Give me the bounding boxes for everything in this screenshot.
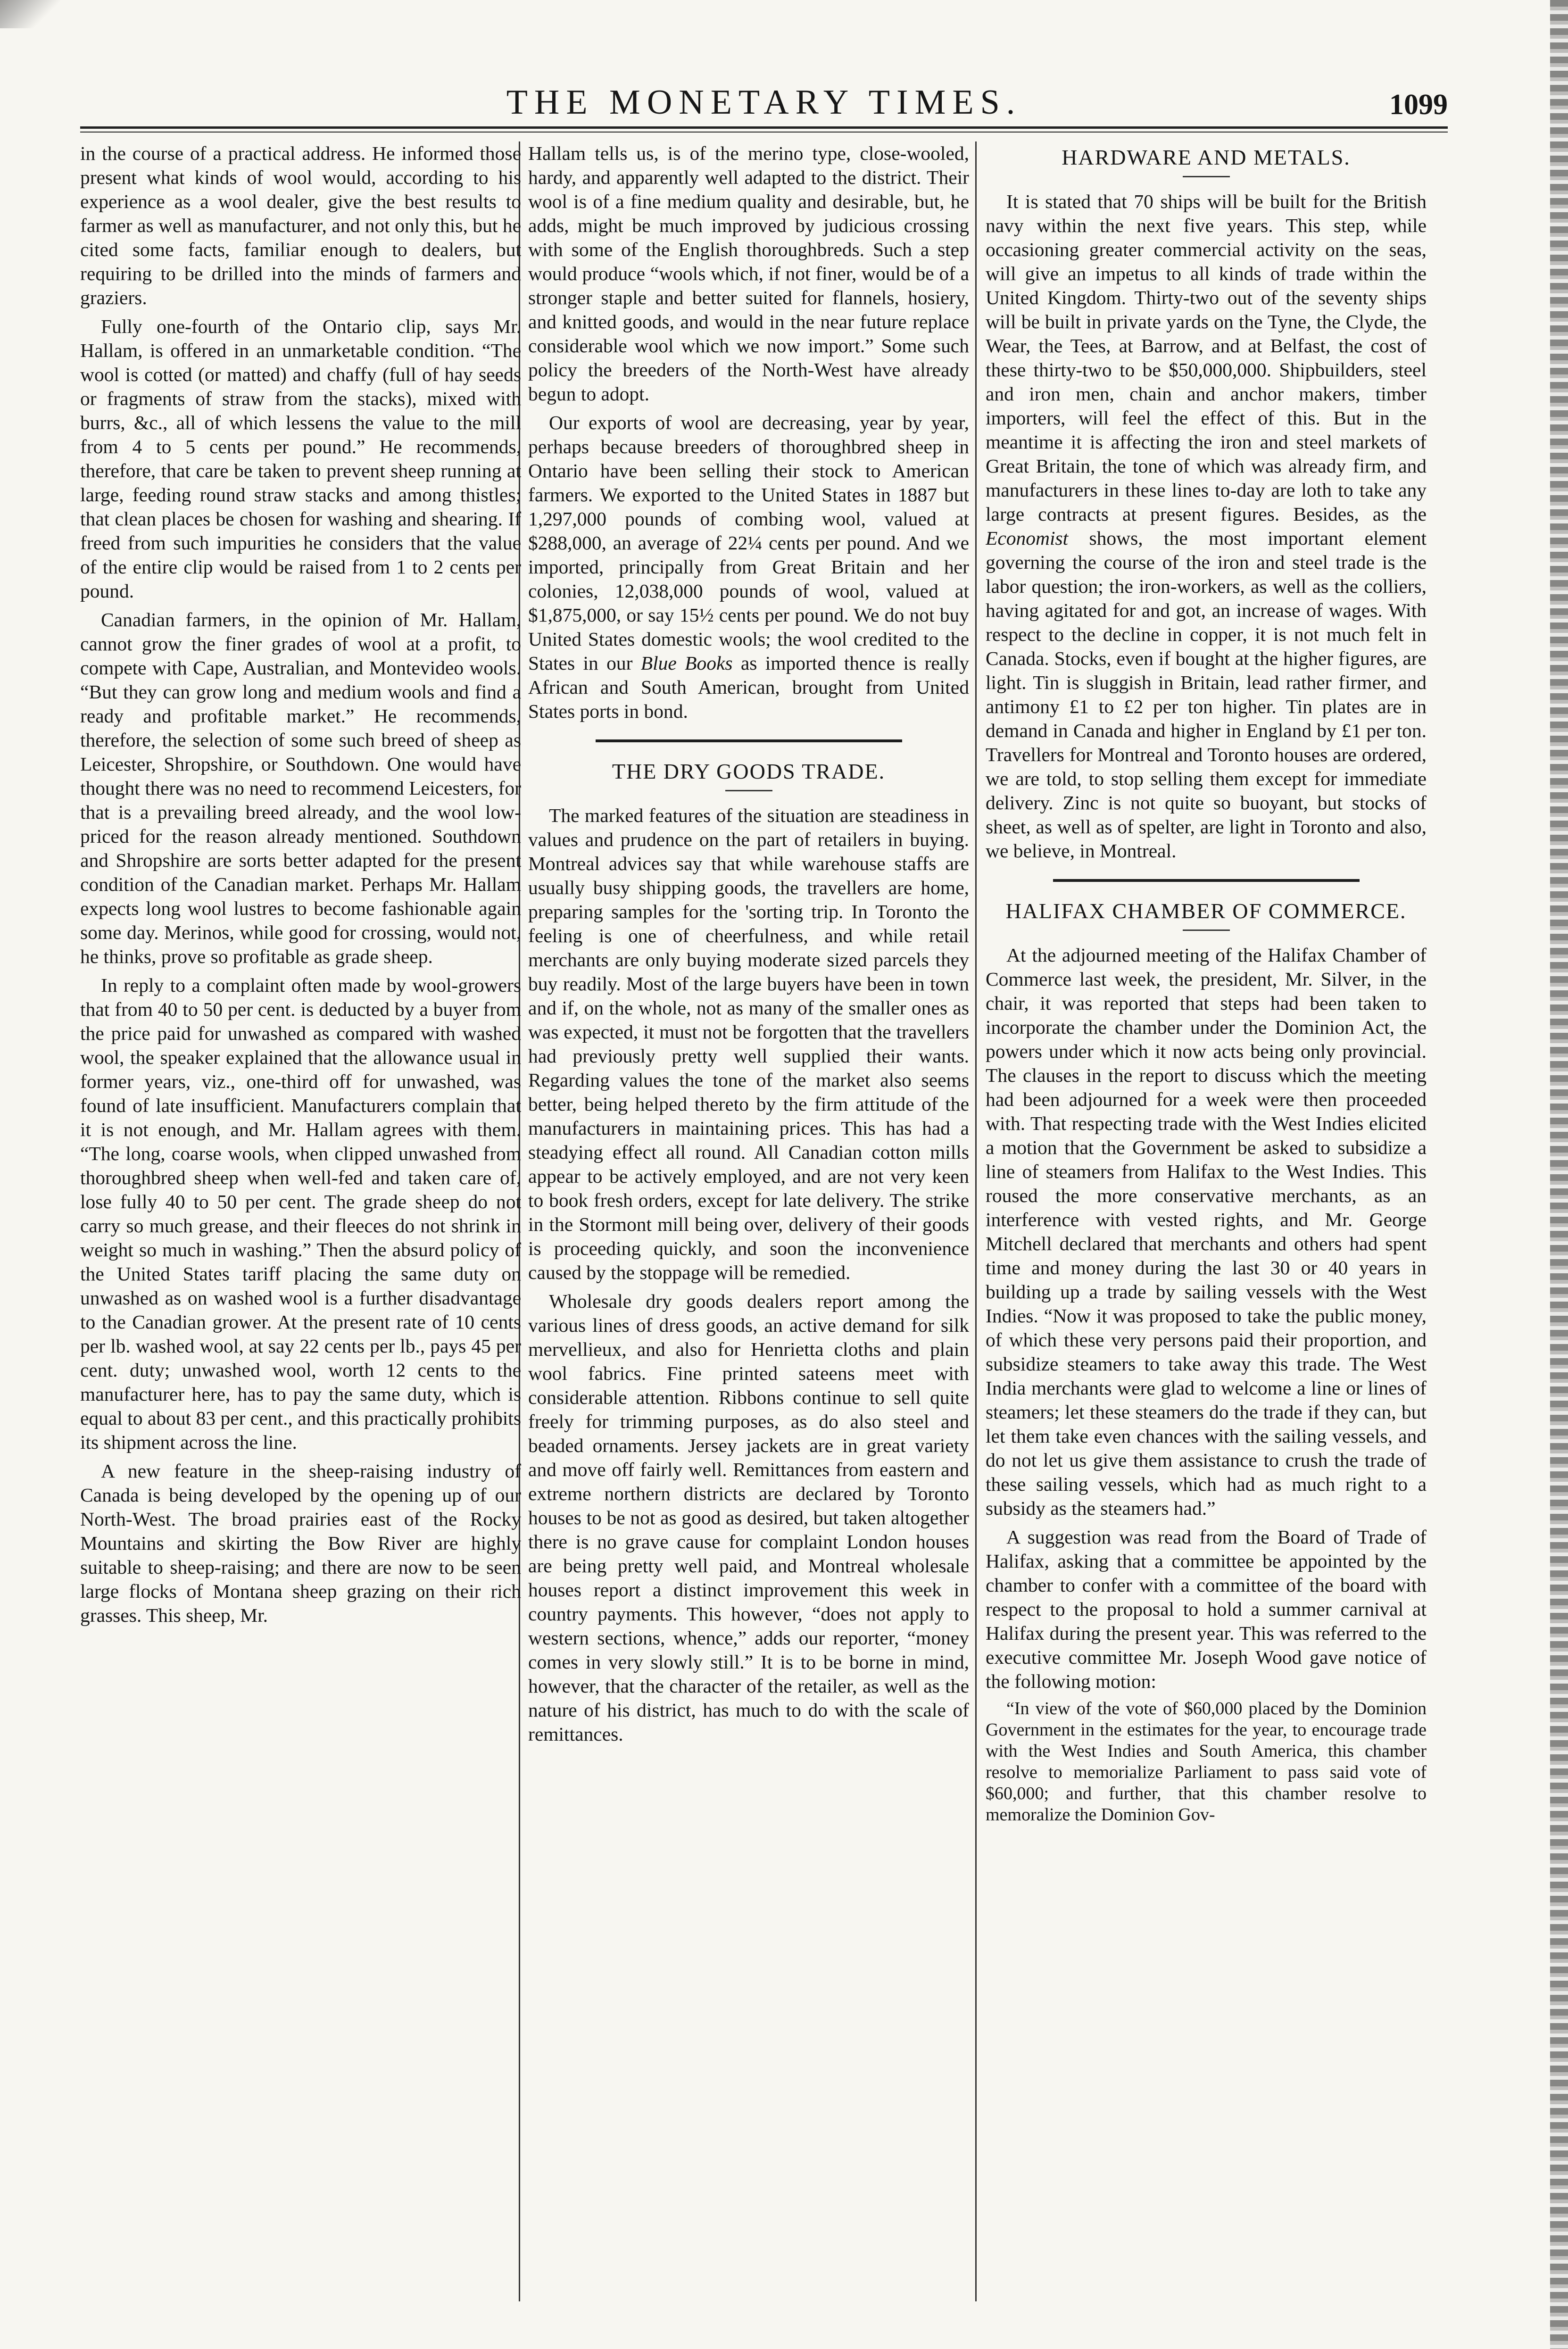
heading-rule: [1183, 176, 1230, 177]
italic-title: Economist: [986, 527, 1069, 549]
heading-rule: [1183, 930, 1230, 931]
paragraph: Canadian farmers, in the opinion of Mr. Hallam, cannot grow the finer grades of wool at a profit, to compete with Cape, Australian, and Montevideo wools. “But they can grow long and medium wools and find a ready and profitable market.” He recommends, therefore, the selection of some such breed of sheep as Leicester, Shropshire, or Southdown. One would have thought there was no need to recommend Leicesters, for that is a prevailing breed already, and the wool low-priced for the reason already mentioned. Southdown and Shropshire are sorts better adapted for the present condition of the Canadian market. Perhaps Mr. Hallam expects long wool lustres to become fashionable again some day. Merinos, while good for crossing, would not, he thinks, prove so profitable as grade sheep.: [80, 609, 521, 967]
quoted-motion: “In view of the vote of $60,000 placed by the Dominion Government in the estimates for the year, to encourage trade with the West Indies and South America, this chamber resolve to memorialize Parliament to pass said vote of $60,000; and further, that this chamber resolve to memoralize the Dominion Gov-: [986, 1699, 1427, 1825]
header-rule: [80, 126, 1448, 133]
section-heading-hardware: HARDWARE AND METALS.: [1062, 145, 1351, 169]
page-edge-binding: [1550, 0, 1568, 2349]
paragraph: At the adjourned meeting of the Halifax Chamber of Commerce last week, the president, Mr. Silver, in the chair, it was reported that steps had been taken to incorporate the chamber under the Dominion Act, the powers under which it now acts being only provincial. The clauses in the report to discuss which the meeting had been adjourned for a week were then proceeded with. That respecting trade with the West Indies elicited a motion that the Government be asked to subsidize a line of steamers from Halifax to the West Indies. This roused the more conservative merchants, as an interference with vested rights, and Mr. George Mitchell declared that merchants and others had spent time and money during the last 30 or 40 years in building up a trade by sailing vessels with the West Indies. “Now it was proposed to take the public money, of which these very persons paid their proportion, and subsidize steamers to take away this trade. The West India merchants were glad to welcome a line or lines of steamers; let these steamers do the trade if they can, but let them take even chances with the sailing vessels, and do not let us give them assistance to crush the trade of these sailing vessels, which had as much right to a subsidy as the steamers had.”: [986, 944, 1427, 1519]
heading-rule: [725, 790, 772, 791]
section-separator: [596, 739, 902, 742]
text-span: as imported thence is really African and South American, brought from United States ports in bond.: [528, 652, 969, 722]
paragraph: [986, 190, 1427, 863]
publication-title: THE MONETARY TIMES.: [506, 83, 1022, 122]
page-corner-shading: [0, 0, 75, 28]
paragraph: The marked features of the situation are steadiness in values and prudence on the part of retailers in buying. Montreal advices say that while warehouse staffs are usually busy shipping goods, the travellers are home, preparing samples for the 'sorting trip. In Toronto the feeling is one of cheerfulness, and while retail merchants are only buying moderate sized parcels they buy readily. Most of the large buyers have been in town and if, on the whole, not as many of the smaller ones as was expected, it must not be forgotten that the travellers had previously pretty well supplied their wants. Regarding values the tone of the market also seems better, being helped thereto by the firm attitude of the manufacturers in maintaining prices. This has had a steadying effect all round. All Canadian cotton mills appear to be actively employed, and are not very keen to book fresh orders, except for late delivery. The strike in the Stormont mill being over, delivery of their goods is proceeding quickly, and soon the inconvenience caused by the stoppage will be remedied.: [528, 805, 969, 1283]
paragraph: Fully one-fourth of the Ontario clip, says Mr. Hallam, is offered in an unmarketable condition. “The wool is cotted (or matted) and chaffy (full of hay seeds or fragments of straw from the stacks), mixed with burrs, &c., all of which lessens the value to the mill from 4 to 5 cents per pound.” He recommends, therefore, that care be taken to prevent sheep running at large, feeding round straw stacks and among thistles; that clean places be chosen for washing and shearing. If freed from such impurities he considers that the value of the entire clip would be raised from 1 to 2 cents per pound.: [80, 315, 521, 602]
column-2: [528, 141, 969, 2301]
paragraph: Hallam tells us, is of the merino type, close-wooled, hardy, and apparently well adapted to the district. Their wool is of a fine medium quality and desirable, but, he adds, might be much improved by judicious crossing with some of the English thoroughbreds. Such a step would produce “wools which, if not finer, would be of a stronger staple and better suited for flannels, hosiery, and knitted goods, and would in the near future replace considerable wool which we now import.” Some such policy the breeders of the North-West have already begun to adopt.: [528, 142, 969, 405]
text-span: It is stated that 70 ships will be built for the British navy within the next five years. This step, while occasioning greater commercial activity on the seas, will give an impetus to all kinds of trade within the United Kingdom. Thirty-two out of the seventy ships will be built in private yards on the Tyne, the Clyde, the Wear, the Tees, at Barrow, and at Belfast, the cost of these thirty-two to be $50,000,000. Shipbuilders, steel and iron men, chain and anchor makers, timber importers, will feel the effect of this. But in the meantime it is affecting the iron and steel markets of Great Britain, the tone of which was already firm, and manufacturers in these lines to-day are loth to take any large contracts at present figures. Besides, as the: [986, 191, 1427, 525]
column-divider-2: [975, 141, 977, 2301]
column-3: [986, 141, 1427, 2301]
text-span: shows, the most important element governing the course of the iron and steel trade is the labor question; the iron-workers, as well as the colliers, having agitated for and got, an increase of wages. With respect to the decline in copper, it is not much felt in Canada. Stocks, even if bought at the higher figures, are light. Tin is sluggish in Britain, lead rather firmer, and antimony £1 to £2 per ton higher. Tin plates are in demand in Canada and higher in England by £1 per ton. Travellers for Montreal and Toronto houses are ordered, we are told, to stop selling them except for immediate delivery. Zinc is not quite so buoyant, but stocks of sheet, as well as of spelter, are light in Toronto and also, we believe, in Montreal.: [986, 527, 1427, 862]
paragraph: A new feature in the sheep-raising industry of Canada is being developed by the opening up of our North-West. The broad prairies east of the Rocky Mountains and skirting the Bow River are highly suitable to sheep-raising; and there are now to be seen large flocks of Montana sheep grazing on their rich grasses. This sheep, Mr.: [80, 1460, 521, 1626]
paragraph: [528, 411, 969, 723]
column-1: [80, 141, 521, 2301]
paragraph: In reply to a complaint often made by wool-growers that from 40 to 50 per cent. is deducted by a buyer from the price paid for unwashed as compared with washed wool, the speaker explained that the allowance usual in former years, viz., one-third off for unwashed, was found of late insufficient. Manufacturers complain that it is not enough, and Mr. Hallam agrees with them. “The long, coarse wools, when clipped unwashed from thoroughbred sheep when well-fed and taken care of, lose fully 40 to 50 per cent. The grade sheep do not carry so much grease, and their fleeces do not shrink in weight so much in washing.” Then the absurd policy of the United States tariff placing the same duty on unwashed as on washed wool is a further disadvantage to the Canadian grower. At the present rate of 10 cents per lb. washed wool, at say 22 cents per lb., pays 45 per cent. duty; unwashed wool, worth 12 cents to the manufacturer here, has to pay the same duty, which is equal to about 83 per cent., and this practically prohibits its shipment across the line.: [80, 974, 521, 1453]
section-heading-dry-goods: THE DRY GOODS TRADE.: [612, 759, 886, 783]
paragraph: Wholesale dry goods dealers report among the various lines of dress goods, an active demand for silk mervellieux, and also for Henrietta cloths and plain wool fabrics. Fine printed sateens meet with considerable attention. Ribbons continue to sell quite freely for trimming purposes, as do also steel and beaded ornaments. Jersey jackets are in great variety and move off fairly well. Remittances from eastern and extreme northern districts are declared by Toronto houses to be not as good as desired, but taken altogether there is no grave cause for complaint London houses are being pretty well paid, and Montreal wholesale houses report a distinct improvement this week in country payments. This however, “does not apply to western sections, whence,” adds our reporter, “money comes in very slowly still.” It is to be borne in mind, however, that the character of the retailer, as well as the nature of his district, has much to do with the scale of remittances.: [528, 1290, 969, 1745]
paragraph: in the course of a practical address. He informed those present what kinds of wool would, according to his experience as a wool dealer, give the best results to farmer as well as manufacturer, and not only this, but he cited some facts, familiar enough to dealers, but requiring to be drilled into the minds of farmers and graziers.: [80, 142, 521, 308]
page-number: 1099: [1389, 89, 1448, 121]
paragraph: A suggestion was read from the Board of Trade of Halifax, asking that a committee be appointed by the chamber to confer with a committee of the board with respect to the proposal to hold a summer carnival at Halifax during the present year. This was referred to the executive committee Mr. Joseph Wood gave notice of the following motion:: [986, 1526, 1427, 1692]
section-heading-halifax: HALIFAX CHAMBER OF COMMERCE.: [1005, 899, 1407, 923]
italic-title: Blue Books: [640, 652, 733, 674]
text-span: Our exports of wool are decreasing, year by year, perhaps because breeders of thoroughbred sheep in Ontario have been selling their stock to American farmers. We exported to the United States in 1887 but 1,297,000 pounds of combing wool, valued at $288,000, an average of 22¼ cents per pound. And we imported, principally from Great Britain and her colonies, 12,038,000 pounds of wool, valued at $1,875,000, or say 15½ cents per pound. We do not buy United States domestic wools; the wool credited to the States in our: [528, 412, 969, 674]
section-separator: [1053, 879, 1360, 882]
